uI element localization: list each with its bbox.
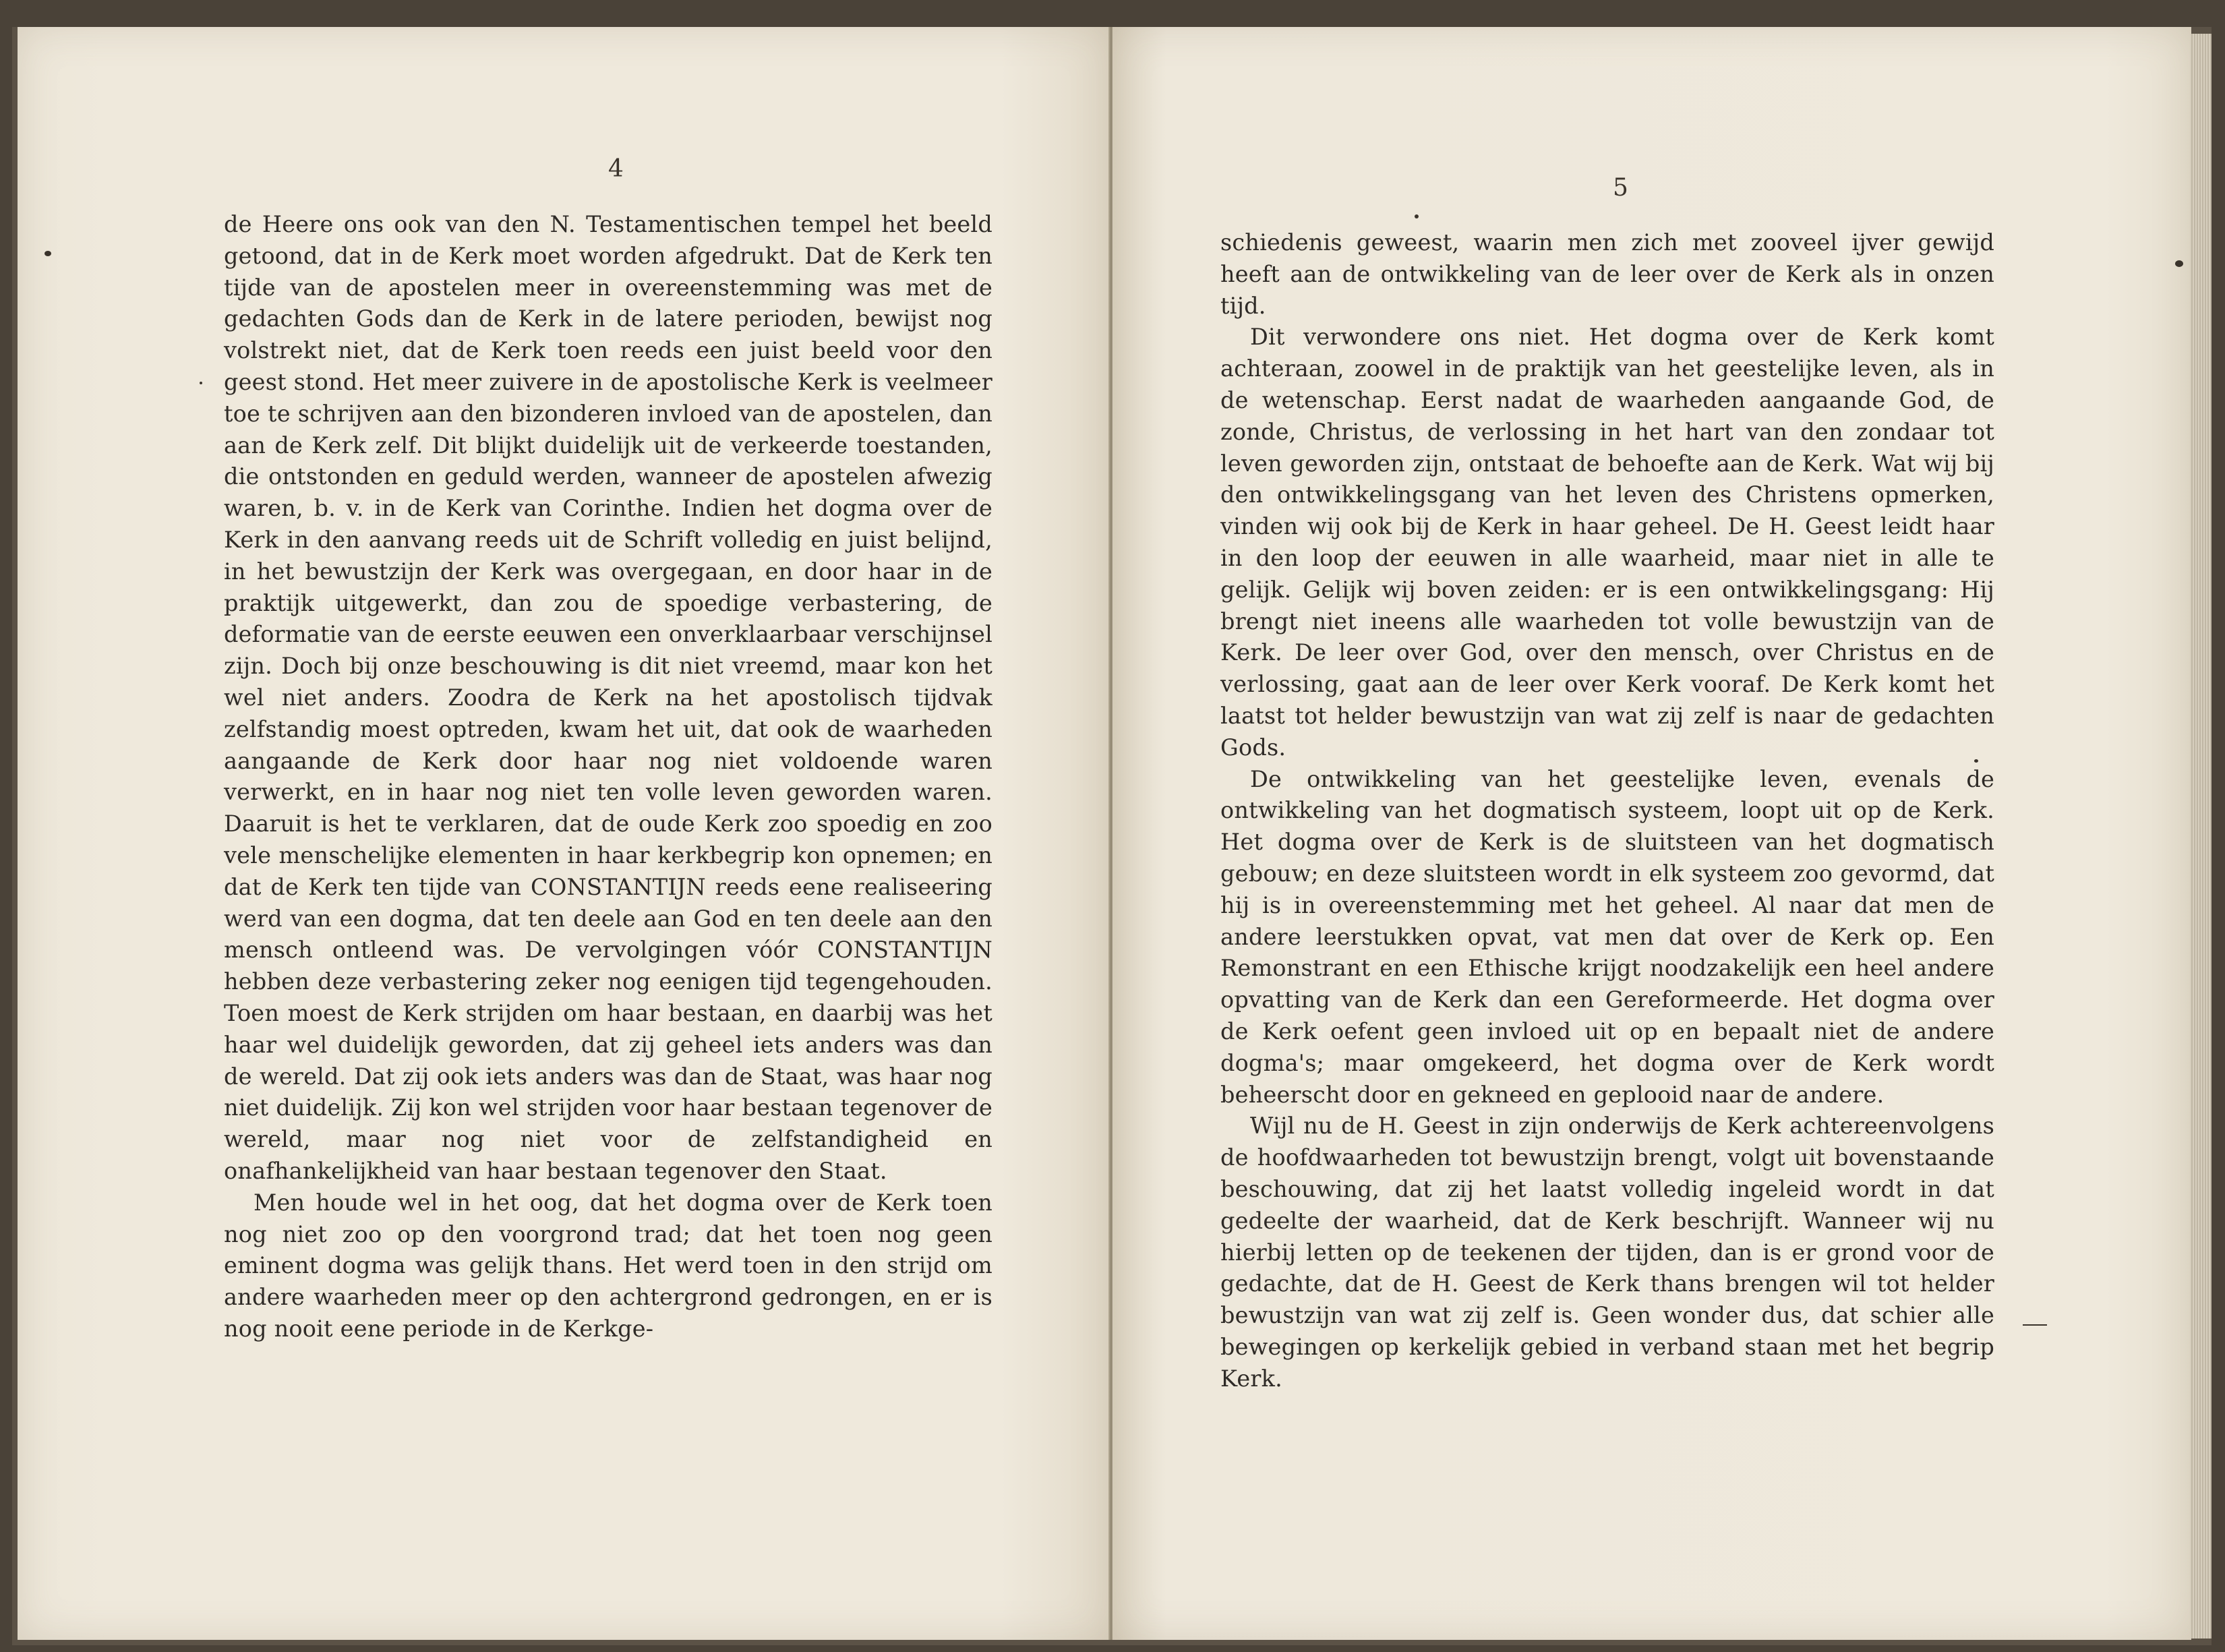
paragraph: de Heere ons ook van den N. Testamentischen tempel het beeld getoond, dat in de Kerk moet worden afgedrukt. Dat de Kerk ten tijde van de apostelen meer in overeenstemming was met de gedachten Gods dan de Kerk in de latere perioden, bewijst nog volstrekt niet, dat de Kerk toen reeds een juist beeld voor den geest stond. Het meer zuivere in de apostolische Kerk is veelmeer toe te schrijven aan den bizonderen invloed van de apostelen, dan aan de Kerk zelf. Dit blijkt duidelijk uit de verkeerde toestanden, die ontstonden en geduld werden, wanneer de apostelen afwezig waren, b. v. in de Kerk van Corinthe. Indien het dogma over de Kerk in den aanvang reeds uit de Schrift volledig en juist belijnd, in het bewustzijn der Kerk was overgegaan, en door haar in de praktijk uitgewerkt, dan zou de spoedige verbastering, de deformatie van de eerste eeuwen een onverklaarbaar verschijnsel zijn. Doch bij onze beschouwing is dit niet vreemd, maar kon het wel niet anders. Zoodra de Kerk na het apostolisch tijdvak zelfstandig moest optreden, kwam het uit, dat ook de waarheden aangaande de Kerk door haar nog niet voldoende waren verwerkt, en in haar nog niet ten volle leven geworden waren. Daaruit is het te verklaren, dat de oude Kerk zoo spoedig en zoo vele menschelijke elementen in haar kerkbegrip kon opnemen; en dat de Kerk ten tijde van CONSTANTIJN reeds eene realiseering werd van een dogma, dat ten deele aan God en ten deele aan den mensch ontleend was. De vervolgingen vóór CONSTANTIJN hebben deze verbastering zeker nog eenigen tijd tegengehouden. Toen moest de Kerk strijden om haar bestaan, en daarbij was het haar wel duidelijk geworden, dat zij geheel iets anders was dan de wereld. Dat zij ook iets anders was dan de Staat, was haar nog niet duidelijk. Zij kon wel strijden voor haar bestaan tegenover de wereld, maar nog niet voor de zelfstandigheid en onafhankelijkheid van haar bestaan tegenover den Staat. — [224, 211, 992, 1184]
paragraph: De ontwikkeling van het geestelijke leven, evenals de ontwikkeling van het dogmatisch systeem, loopt uit op de Kerk. Het dogma over de Kerk is de sluitsteen van het dogmatisch gebouw; en deze sluitsteen wordt in elk systeem zoo gevormd, dat hij is in overeenstemming met het geheel. Al naar dat men de andere leerstukken opvat, vat men dat over de Kerk op. Een Remonstrant en een Ethische krijgt noodzakelijk een heel andere opvatting van de Kerk dan een Gereformeerde. Het dogma over de Kerk oefent geen invloed uit op en bepaalt niet de andere dogma's; maar omgekeerd, het dogma over de Kerk wordt beheerscht door en gekneed en geplooid naar de andere. — [1220, 765, 1994, 1108]
paragraph: Dit verwondere ons niet. Het dogma over de Kerk komt achteraan, zoowel in de praktijk van het geestelijke leven, als in de wetenschap. Eerst nadat de waarheden aangaande God, de zonde, Christus, de verlossing in het hart van den zondaar tot leven geworden zijn, ontstaat de behoefte aan de Kerk. Wat wij bij den ontwikkelingsgang van het leven des Christens opmerken, vinden wij ook bij de Kerk in haar geheel. De H. Geest leidt haar in den loop der eeuwen in alle waarheid, maar niet in alle te gelijk. Gelijk wij boven zeiden: er is een ontwikkelingsgang: Hij brengt niet ineens alle waarheden tot volle bewustzijn van de Kerk. De leer over God, over den mensch, over Christus en de verlossing, gaat aan de leer over Kerk vooraf. De Kerk komt het laatst tot helder bewustzijn van wat zij zelf is naar de gedachten Gods. — [1220, 324, 1994, 761]
page-number-left: 4 — [608, 155, 624, 183]
paper-speck — [1415, 214, 1419, 218]
paper-speck — [2175, 260, 2183, 267]
right-page-text — [1220, 227, 1994, 1394]
paragraph: Wijl nu de H. Geest in zijn onderwijs de Kerk achtereenvolgens de hoofdwaarheden tot bewustzijn brengt, volgt uit bovenstaande beschouwing, dat zij het laatst volledig ingeleid wordt in dat gedeelte der waarheid, dat de Kerk beschrijft. Wanneer wij nu hierbij letten op de teekenen der tijden, dan is er grond voor de gedachte, dat de H. Geest de Kerk thans brengen wil tot helder bewustzijn van wat zij zelf is. Geen wonder dus, dat schier alle bewegingen op kerkelijk gebied in verband staan met het begrip Kerk. — [1220, 1113, 1994, 1392]
paper-speck — [44, 251, 51, 256]
paper-speck — [200, 382, 202, 384]
paper-speck — [1974, 759, 1978, 763]
page-number-right: 5 — [1613, 174, 1628, 202]
left-page-text — [224, 209, 992, 1345]
paragraph: Men houde wel in het oog, dat het dogma over de Kerk toen nog niet zoo op den voorgrond trad; dat het toen nog geen eminent dogma was gelijk thans. Het werd toen in den strijd om andere waarheden meer op den achtergrond gedrongen, en er is nog nooit eene periode in de Kerkge- — [224, 1189, 992, 1342]
page-edges — [2190, 34, 2212, 1639]
paper-speck — [2023, 1324, 2047, 1326]
paragraph: schiedenis geweest, waarin men zich met zooveel ijver gewijd heeft aan de ontwikkeling van de leer over de Kerk als in onzen tijd. — [1220, 229, 1994, 319]
